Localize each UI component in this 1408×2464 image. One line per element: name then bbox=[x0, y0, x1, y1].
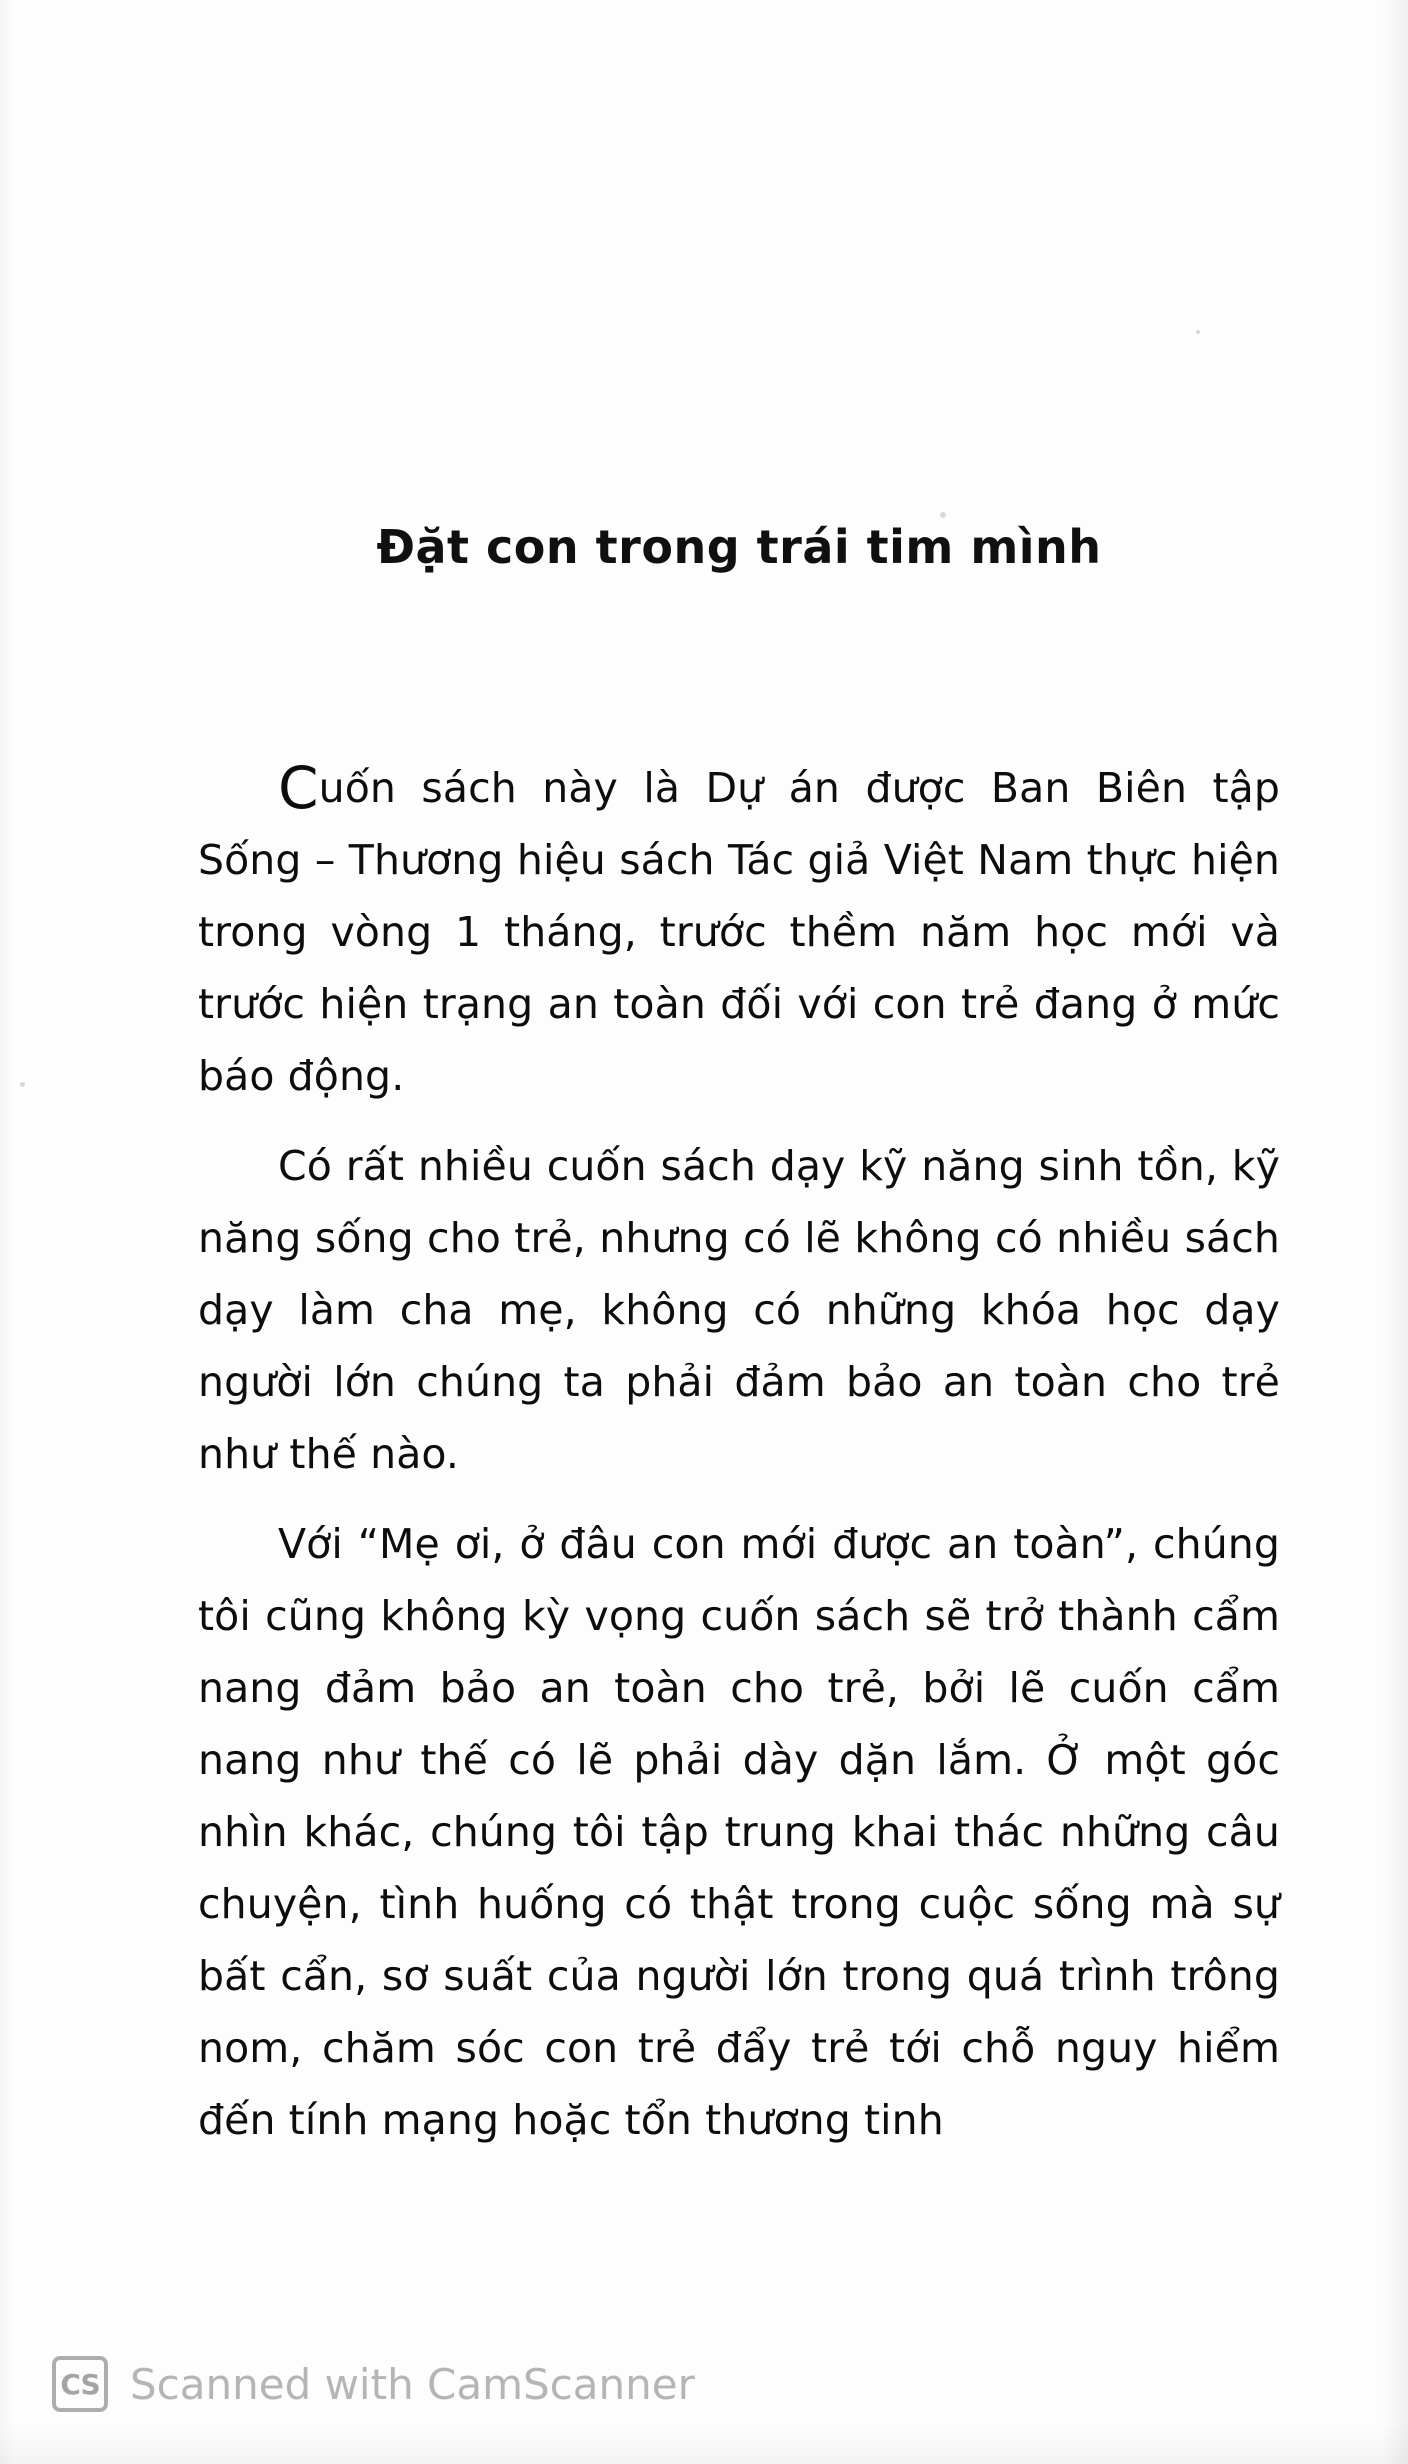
paragraph bbox=[198, 752, 1280, 1112]
drop-cap: C bbox=[278, 754, 319, 822]
scan-edge-left bbox=[0, 0, 14, 2464]
body-text bbox=[198, 752, 1280, 2156]
page-content bbox=[198, 0, 1280, 2156]
paragraph: Với “Mẹ ơi, ở đâu con mới được an toàn”, chúng tôi cũng không kỳ vọng cuốn sách sẽ trở thành cẩm nang đảm bảo an toàn cho trẻ, bởi lẽ cuốn cẩm nang như thế có lẽ phải dày dặn lắm. Ở một góc nhìn khác, chúng tôi tập trung khai thác những câu chuyện, tình huống có thật trong cuộc sống mà sự bất cẩn, sơ suất của người lớn trong quá trình trông nom, chăm sóc con trẻ đẩy trẻ tới chỗ nguy hiểm đến tính mạng hoặc tổn thương tinh bbox=[198, 1520, 1280, 2144]
page-title: Đặt con trong trái tim mình bbox=[376, 520, 1102, 574]
camscanner-watermark-label: Scanned with CamScanner bbox=[130, 2359, 695, 2409]
scan-edge-right bbox=[1382, 0, 1408, 2464]
camscanner-logo-icon: CS bbox=[52, 2356, 108, 2412]
camscanner-watermark bbox=[52, 2356, 695, 2412]
scan-edge-bottom bbox=[0, 2424, 1408, 2464]
scan-speckle bbox=[20, 1082, 25, 1087]
paragraph: Có rất nhiều cuốn sách dạy kỹ năng sinh tồn, kỹ năng sống cho trẻ, nhưng có lẽ không có nhiều sách dạy làm cha mẹ, không có những khóa học dạy người lớn chúng ta phải đảm bảo an toàn cho trẻ như thế nào. bbox=[198, 1142, 1280, 1478]
paragraph-text: uốn sách này là Dự án được Ban Biên tập Sống – Thương hiệu sách Tác giả Việt Nam thực hiện trong vòng 1 tháng, trước thềm năm học mới và trước hiện trạng an toàn đối với con trẻ đang ở mức báo động. bbox=[198, 764, 1280, 1100]
